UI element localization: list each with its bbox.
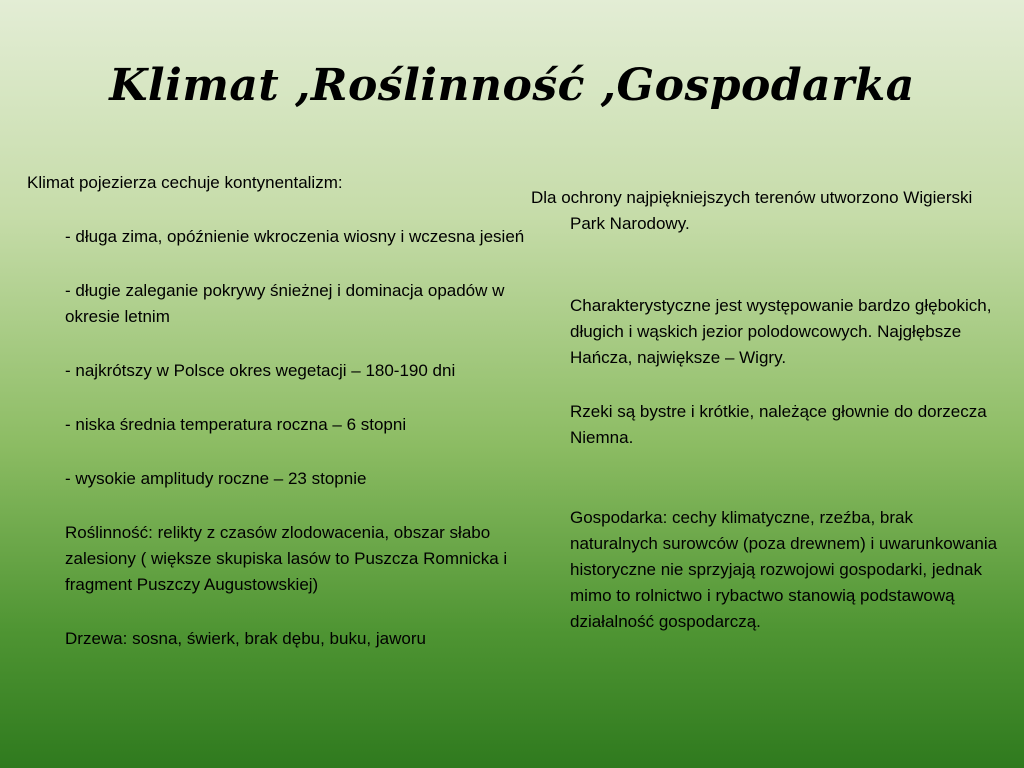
trees-paragraph: Drzewa: sosna, świerk, brak dębu, buku, jaworu bbox=[65, 629, 426, 648]
climate-point-vegetation: - najkrótszy w Polsce okres wegetacji – 180-190 dni bbox=[65, 361, 456, 380]
economy-paragraph: Gospodarka: cechy klimatyczne, rzeźba, brak naturalnych surowców (poza drewnem) i uwarunkowania historyczne nie sprzyjają rozwojowi gospodarki, jednak mimo to rolnictwo i rybactwo stanowią podstawową działalność gospodarczą. bbox=[570, 508, 998, 631]
climate-point-temperature: - niska średnia temperatura roczna – 6 stopni bbox=[65, 415, 407, 434]
climate-intro: Klimat pojezierza cechuje kontynentalizm: bbox=[27, 173, 343, 192]
national-park-paragraph: Dla ochrony najpiękniejszych terenów utworzono Wigierski Park Narodowy. bbox=[531, 188, 973, 233]
right-column bbox=[531, 185, 1001, 663]
vegetation-paragraph: Roślinność: relikty z czasów zlodowacenia, obszar słabo zalesiony ( większe skupiska lasów to Puszcza Romnicka i fragment Puszczy Augustowskiej) bbox=[65, 523, 508, 594]
climate-point-snow: - długie zaleganie pokrywy śnieżnej i dominacja opadów w okresie letnim bbox=[65, 281, 505, 326]
lakes-paragraph: Charakterystyczne jest występowanie bardzo głębokich, długich i wąskich jezior polodowcowych. Najgłębsze Hańcza, największe – Wigry. bbox=[570, 296, 992, 367]
climate-point-winter: - długa zima, opóźnienie wkroczenia wiosny i wczesna jesień bbox=[65, 227, 525, 246]
slide-title: Klimat ,Roślinność ,Gospodarka bbox=[109, 60, 915, 111]
climate-point-amplitude: - wysokie amplitudy roczne – 23 stopnie bbox=[65, 469, 367, 488]
rivers-paragraph: Rzeki są bystre i krótkie, należące głownie do dorzecza Niemna. bbox=[570, 402, 987, 447]
left-column bbox=[27, 170, 527, 652]
